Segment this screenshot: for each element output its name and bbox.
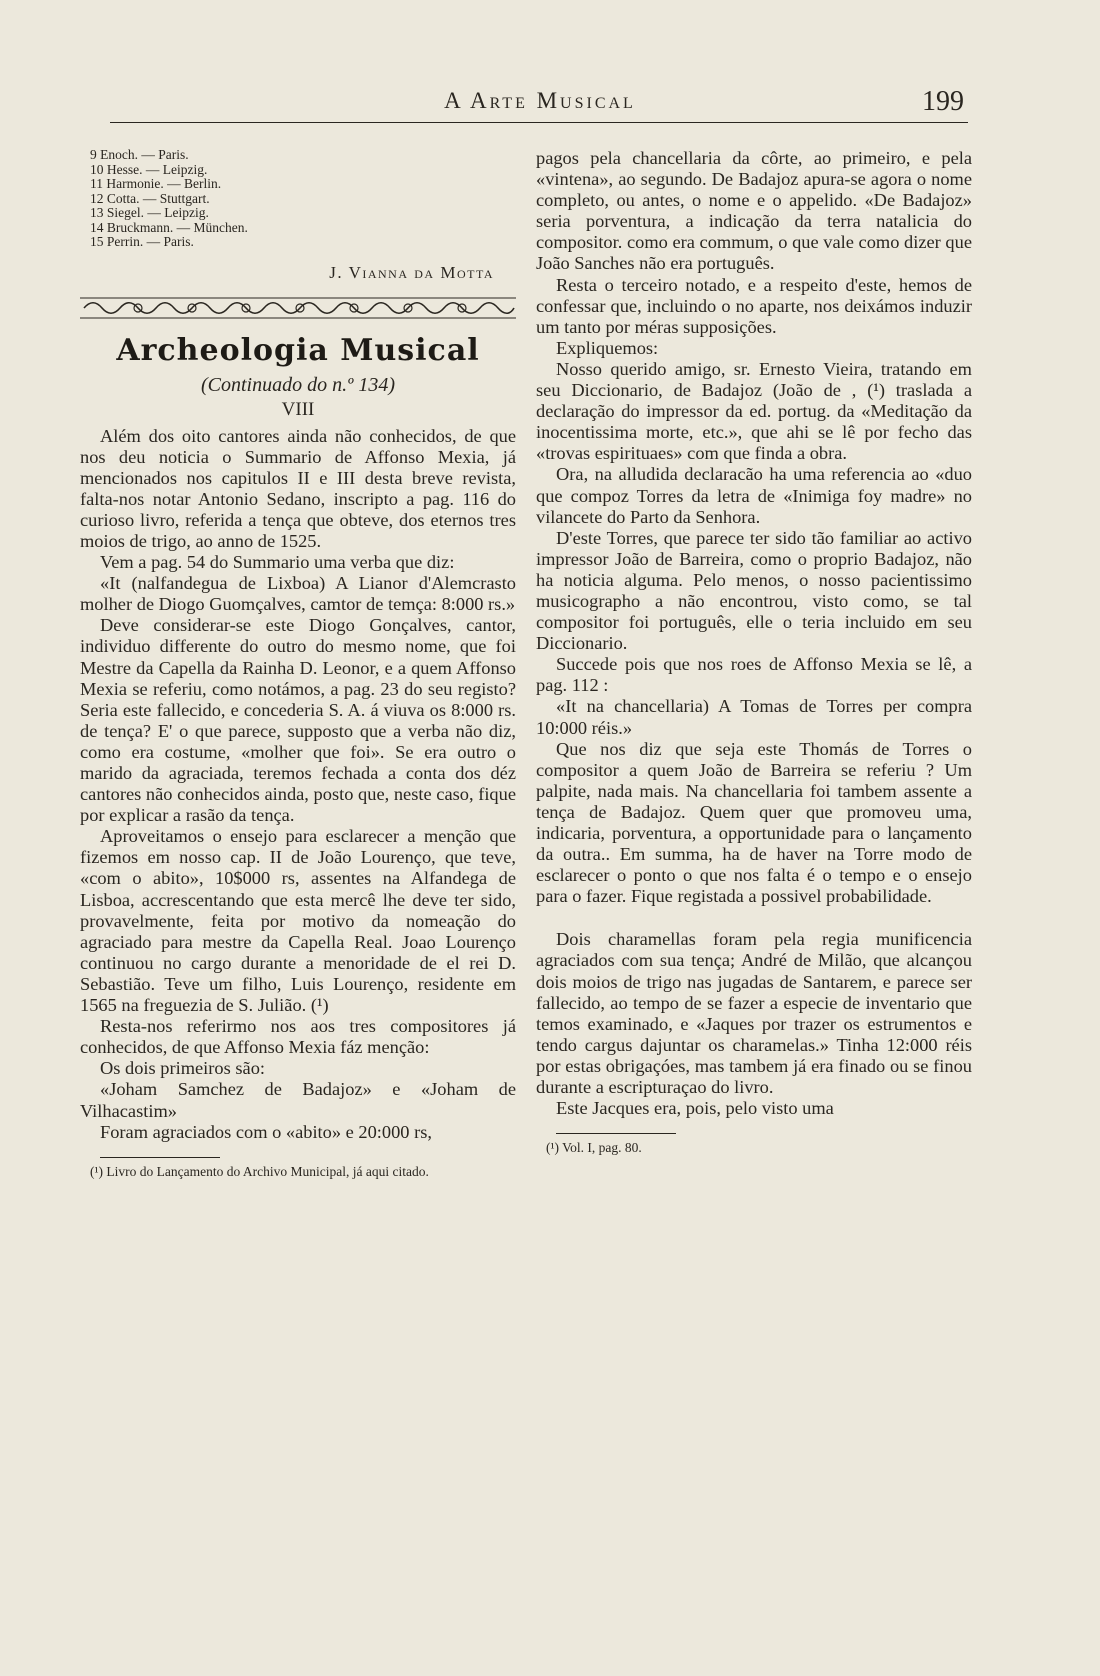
paragraph: «It (nalfandegua de Lixboa) A Lianor d'Alemcrasto molher de Diogo Guomçalves, camtor de temça: 8:000 rs.» <box>80 573 516 615</box>
journal-title: A Arte Musical <box>444 88 636 113</box>
footnote-left: (¹) Livro do Lançamento do Archivo Municipal, já aqui citado. <box>90 1163 429 1179</box>
paragraph: pagos pela chancellaria da côrte, ao primeiro, e pela «vintena», ao segundo. De Badajoz apura-se agora o nome completo, ou antes, o nome e o appelido. «De Badajoz» seria porventura, a indicação da terra natalicia do compositor. como era commum, o que vale como dizer que João Sanches não era português. <box>536 148 972 274</box>
header-rule <box>110 122 968 123</box>
list-item: 9 Enoch. — Paris. <box>90 147 189 162</box>
section-number: VIII <box>281 398 315 420</box>
right-column-body <box>536 148 972 1119</box>
paragraph: Resta-nos referirmo nos aos tres compositores já conhecidos, de que Affonso Mexia fáz menção: <box>80 1016 516 1058</box>
list-item: 13 Siegel. — Leipzig. <box>90 205 209 220</box>
paragraph: Aproveitamos o ensejo para esclarecer a menção que fizemos em nosso cap. II de João Lourenço, que teve, «com o abito», 10$000 rs, assentes na Alfandega de Lisboa, accrescentando que esta mercê lhe deve ter sido, provavelmente, feita por motivo da nomeação do agraciado para mestre da Capella Real. Joao Lourenço continuou no cargo durante a menoridade de el rei D. Sebastião. Teve um filho, Luis Lourenço, residente em 1565 na freguezia de S. Julião. (¹) <box>80 826 516 1016</box>
footnote-rule <box>100 1157 220 1158</box>
list-item: 14 Bruckmann. — München. <box>90 219 248 235</box>
paragraph: D'este Torres, que parece ter sido tão familiar ao activo impressor João de Barreira, como o proprio Badajoz, não ha noticia alguma. Pelo menos, o nosso pacientissimo musicographo a não encontrou, visto como, se tal compositor foi português, elle o teria incluido em seu Diccionario. <box>536 527 972 654</box>
article-subtitle: (Continuado do n.º 134) <box>201 373 395 396</box>
paragraph: Ora, na alludida declaracão ha uma referencia ao «duo que compoz Torres da letra de «Inimiga foy madre» no vilancete do Parto da Senhora. <box>536 464 972 527</box>
paragraph: Expliquemos: <box>556 337 659 358</box>
left-column <box>80 148 516 1180</box>
paragraph: Além dos oito cantores ainda não conhecidos, de que nos deu noticia o Summario de Affonso Mexia, já mencionados nos capitulos II e III desta breve revista, falta-nos notar Antonio Sedano, inscripto a pag. 116 do curioso livro, referida a tença que obteve, dos eternos tres moios de trigo, ao anno de 1525. <box>80 425 516 551</box>
page-number: 199 <box>922 86 964 117</box>
ornament-divider-icon <box>80 295 516 321</box>
paragraph: Succede pois que nos roes de Affonso Mexia se lê, a pag. 112 : <box>536 654 972 696</box>
left-column-body <box>80 426 516 1143</box>
paragraph: Os dois primeiros são: <box>100 1058 265 1079</box>
list-item: 11 Harmonie. — Berlin. <box>90 176 222 191</box>
paragraph: Este Jacques era, pois, pelo visto uma <box>556 1098 834 1119</box>
running-header <box>110 88 970 118</box>
footnote-rule <box>556 1133 676 1134</box>
paragraph: Que nos diz que seja este Thomás de Torres o compositor a quem João de Barreira se referiu ? Um palpite, nada mais. Na chancellaria foi tambem assente a tença de Badajoz. Quem quer que promoveu uma, indicaria, porventura, a opportunidade para o lançamento da outra.. Em summa, ha de haver na Torre modo de esclarecer o ponto o que nos falta é o tempo e o ensejo para o fazer. Fique registada a possivel probabilidade. <box>536 738 972 907</box>
list-item: 10 Hesse. — Leipzig. <box>90 161 208 177</box>
list-item: 12 Cotta. — Stuttgart. <box>90 190 210 206</box>
footnote-right: (¹) Vol. I, pag. 80. <box>546 1140 642 1156</box>
paragraph: «Joham Samchez de Badajoz» e «Joham de Vilhacastim» <box>80 1079 516 1121</box>
list-item: 15 Perrin. — Paris. <box>90 234 194 249</box>
right-column <box>536 148 972 1156</box>
article-title: Archeologia Musical <box>116 332 480 368</box>
publisher-list <box>90 148 516 250</box>
paragraph: Vem a pag. 54 do Summario uma verba que diz: <box>100 552 455 573</box>
paragraph: «It na chancellaria) A Tomas de Torres per compra 10:000 réis.» <box>536 696 972 738</box>
paragraph: Nosso querido amigo, sr. Ernesto Vieira, tratando em seu Diccionario, de Badajoz (João de , (¹) traslada a declaração do impressor da ed. portug. da «Meditação da inocentissima morte, etc.», que ahi se lê por fecho das «trovas espirituaes» com que finda a obra. <box>536 358 972 464</box>
paragraph: Dois charamellas foram pela regia munificencia agraciados com sua tença; André de Milão, que alcançou dois moios de trigo nas jugadas de Santarem, e parece ser fallecido, ao tempo de se fazer a especie de inventario que temos examinado, e «Jaques por trazer os estrumentos e tendo cargus dajuntar os charamelas.» Tinha 12:000 réis por estas obrigaçóes, mas tambem já era finado ou se finou durante a escripturaçao do livro. <box>536 929 972 1098</box>
paragraph: Deve considerar-se este Diogo Gonçalves, cantor, individuo differente do outro do mesmo nome, que foi Mestre da Capella da Rainha D. Leonor, e a quem Affonso Mexia se referiu, como notámos, a pag. 23 do seu registo? Seria este fallecido, e concederia S. A. á viuva os 8:000 rs. de tença? E' o que parece, supposto que a verba não diz, como era costume, «molher que foi». Se era outro o marido da agraciada, teremos fechada a conta dos déz cantores não conhecidos ainda, posto que, neste caso, fique por explicar a rasão da tença. <box>80 615 516 826</box>
paragraph: Resta o terceiro notado, e a respeito d'este, hemos de confessar que, incluindo o no aparte, nos deixámos induzir um tanto por méras supposições. <box>536 274 972 337</box>
author-signature: J. Vianna da Motta <box>329 262 494 282</box>
paragraph: Foram agraciados com o «abito» e 20:000 rs, <box>100 1121 432 1142</box>
